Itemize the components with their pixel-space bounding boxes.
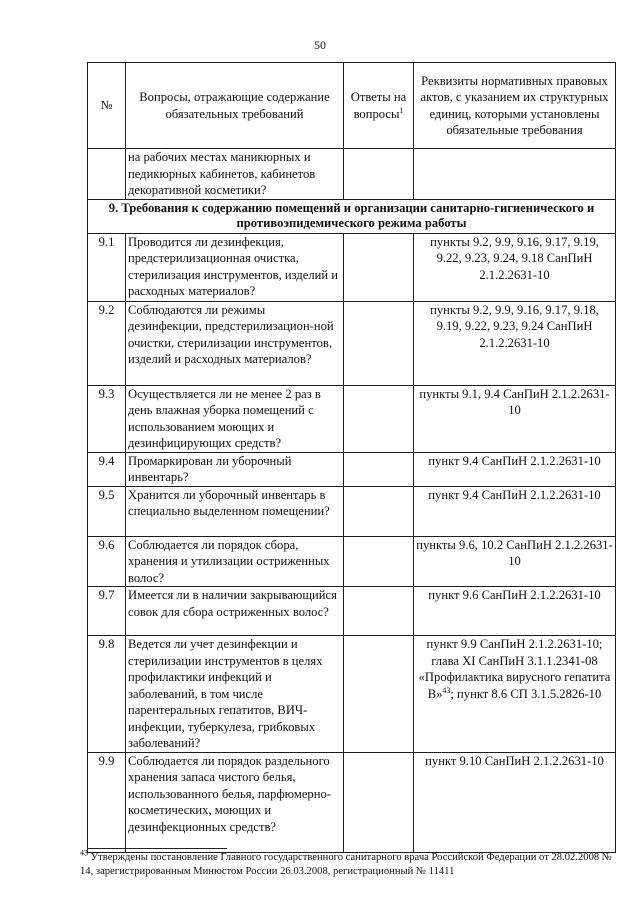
row-num: 9.9 xyxy=(88,752,126,852)
row-ref: пункт 9.6 СанПиН 2.1.2.2631-10 xyxy=(414,587,616,636)
table-row xyxy=(88,301,616,385)
row-num: 9.4 xyxy=(88,452,126,486)
answer-cell xyxy=(344,536,414,587)
row-num: 9.7 xyxy=(88,587,126,636)
footnote-mark: 43 xyxy=(442,685,451,695)
requirements-table xyxy=(87,62,616,853)
section-title: 9. Требования к содержанию помещений и организации санитарно-гигиенического и противоэпидемического режима работы xyxy=(88,199,616,233)
header-num: № xyxy=(88,63,126,149)
table-row xyxy=(88,452,616,486)
page-number: 50 xyxy=(314,38,326,52)
table-row xyxy=(88,752,616,852)
row-ref: пункт 9.9 СанПиН 2.1.2.2631-10; глава XI СанПиН 3.1.1.2341-08 «Профилактика вирусного гепатита В»$^{43}$; пункт 8.6 СП 3.1.5.2826-10 xyxy=(414,636,616,753)
table-row xyxy=(88,486,616,536)
table-header-row xyxy=(88,63,616,149)
row-num xyxy=(88,149,126,200)
footnote xyxy=(80,848,620,879)
table-row xyxy=(88,636,616,753)
footnote-mark: 1 xyxy=(399,105,404,115)
row-ref: пункт 9.4 СанПиН 2.1.2.2631-10 xyxy=(414,486,616,536)
row-question: Проводится ли дезинфекция, предстерилизационная очистка, стерилизация инструментов, изделий и расходных материалов? xyxy=(126,233,344,301)
row-ref: пункт 9.10 СанПиН 2.1.2.2631-10 xyxy=(414,752,616,852)
row-question: Соблюдается ли порядок сбора, хранения и утилизации остриженных волос? xyxy=(126,536,344,587)
row-ref: пункты 9.1, 9.4 СанПиН 2.1.2.2631-10 xyxy=(414,385,616,452)
header-question: Вопросы, отражающие содержание обязательных требований xyxy=(126,63,344,149)
ref-cell xyxy=(414,149,616,200)
row-question: Осуществляется ли не менее 2 раз в день влажная уборка помещений с использованием моющих и дезинфицирующих средств? xyxy=(126,385,344,452)
answer-cell xyxy=(344,486,414,536)
footnote-number: 43 xyxy=(80,848,88,858)
row-question: Соблюдаются ли режимы дезинфекции, предстерилизацион-ной очистки, стерилизации инструментов, изделий и расходных материалов? xyxy=(126,301,344,385)
answer-cell xyxy=(344,752,414,852)
row-question: Ведется ли учет дезинфекции и стерилизации инструментов в целях профилактики инфекций и заболеваний, в том числе парентеральных гепатитов, ВИЧ-инфекции, туберкулеза, грибковых заболеваний? xyxy=(126,636,344,753)
table-row xyxy=(88,587,616,636)
row-ref: пункты 9.6, 10.2 СанПиН 2.1.2.2631-10 xyxy=(414,536,616,587)
table-row xyxy=(88,536,616,587)
row-num: 9.2 xyxy=(88,301,126,385)
row-num: 9.3 xyxy=(88,385,126,452)
footnote-text: Утверждены постановление Главного государственного санитарного врача Российской Федерации от 28.02.2008 № 14, зарегистрированным Минюстом России 26.03.2008, регистрационный № 11411 xyxy=(80,852,612,877)
answer-cell xyxy=(344,233,414,301)
table-row xyxy=(88,149,616,200)
row-question: Имеется ли в наличии закрывающийся совок для сбора остриженных волос? xyxy=(126,587,344,636)
row-question: Соблюдается ли порядок раздельного хранения запаса чистого белья, использованного белья, парфюмерно-косметических, моющих и дезинфекционных средств? xyxy=(126,752,344,852)
row-question: Хранится ли уборочный инвентарь в специально выделенном помещении? xyxy=(126,486,344,536)
answer-cell xyxy=(344,636,414,753)
answer-cell xyxy=(344,587,414,636)
header-answers: Ответы на вопросы$^1$ xyxy=(344,63,414,149)
row-num: 9.1 xyxy=(88,233,126,301)
table-row xyxy=(88,233,616,301)
row-ref: пункт 9.4 СанПиН 2.1.2.2631-10 xyxy=(414,452,616,486)
row-num: 9.8 xyxy=(88,636,126,753)
answer-cell xyxy=(344,385,414,452)
row-question: Промаркирован ли уборочный инвентарь? xyxy=(126,452,344,486)
row-ref: пункты 9.2, 9.9, 9.16, 9.17, 9.18, 9.19, 9.22, 9.23, 9.24 СанПиН 2.1.2.2631-10 xyxy=(414,301,616,385)
row-num: 9.5 xyxy=(88,486,126,536)
continuation-text: на рабочих местах маникюрных и педикюрных кабинетов, кабинетов декоративной косметики? xyxy=(126,149,344,200)
answer-cell xyxy=(344,452,414,486)
footnote-divider xyxy=(87,848,227,849)
answer-cell xyxy=(344,301,414,385)
answer-cell xyxy=(344,149,414,200)
header-requisites: Реквизиты нормативных правовых актов, с указанием их структурных единиц, которыми установлены обязательные требования xyxy=(414,63,616,149)
row-num: 9.6 xyxy=(88,536,126,587)
table-row xyxy=(88,385,616,452)
row-ref: пункты 9.2, 9.9, 9.16, 9.17, 9.19, 9.22, 9.23, 9.24, 9.18 СанПиН 2.1.2.2631-10 xyxy=(414,233,616,301)
section-row xyxy=(88,199,616,233)
